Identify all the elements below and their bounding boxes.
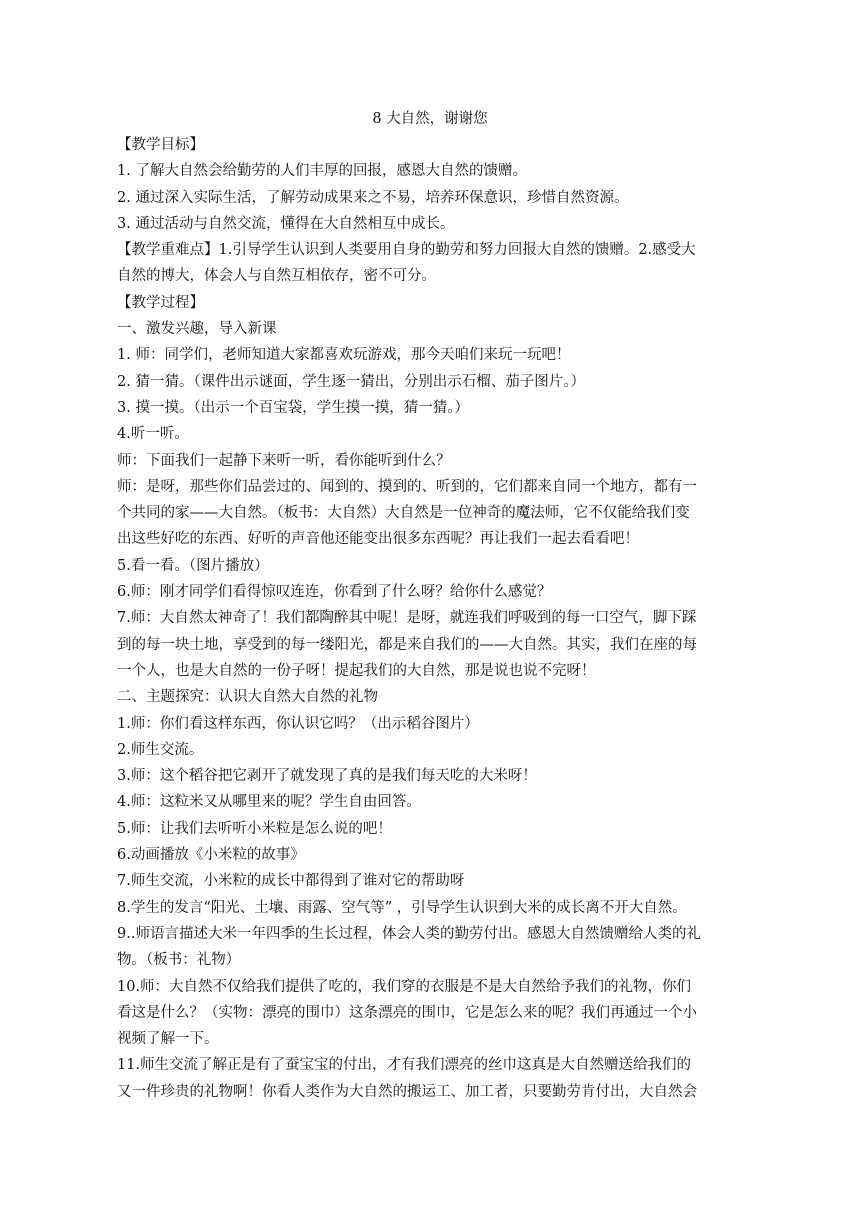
objective-2: 2. 通过深入实际生活，了解劳动成果来之不易，培养环保意识，珍惜自然资源。 bbox=[117, 189, 629, 206]
paragraph-line: 7.师：大自然太神奇了！我们都陶醉其中呢！是呀，就连我们呼吸到的每一口空气，脚下踩 bbox=[117, 610, 697, 627]
objective-3: 3. 通过活动与自然交流，懂得在大自然相互中成长。 bbox=[117, 215, 455, 232]
paragraph-line: 5.看一看。（图片播放） bbox=[117, 557, 269, 574]
paragraph-line: 11.师生交流了解正是有了蚕宝宝的付出，才有我们漂亮的丝巾这真是大自然赠送给我们的 bbox=[117, 1057, 692, 1074]
document-page bbox=[117, 106, 743, 1105]
section-heading-objectives: 【教学目标】 bbox=[117, 137, 204, 153]
document-title: 8 大自然，谢谢您 bbox=[372, 111, 488, 127]
part-one-heading: 一、激发兴趣，导入新课 bbox=[117, 321, 277, 338]
paragraph-line: 6.动画播放《小米粒的故事》 bbox=[117, 847, 305, 864]
paragraph-line: 2. 猜一猜。（课件出示谜面，学生逐一猜出，分别出示石榴、茄子图片。） bbox=[117, 373, 585, 390]
paragraph-line: 1.师：你们看这样东西，你认识它吗？（出示稻谷图片） bbox=[117, 715, 479, 732]
paragraph-line: 视频了解一下。 bbox=[117, 1031, 219, 1048]
key-points-line-2: 自然的博大，体会人与自然互相依存，密不可分。 bbox=[117, 268, 436, 285]
paragraph-line: 7.师生交流，小米粒的成长中都得到了谁对它的帮助呀 bbox=[117, 873, 465, 890]
paragraph-line: 1. 师：同学们，老师知道大家都喜欢玩游戏，那今天咱们来玩一玩吧！ bbox=[117, 347, 571, 364]
objective-1: 1. 了解大自然会给勤劳的人们丰厚的回报，感恩大自然的馈赠。 bbox=[117, 163, 527, 180]
key-points-line-1: 【教学重难点】1.引导学生认识到人类要用自身的勤劳和努力回报大自然的馈赠。2.感受大 bbox=[117, 242, 696, 259]
paragraph-line: 到的每一块土地，享受到的每一缕阳光，都是来自我们的——大自然。其实，我们在座的每 bbox=[117, 636, 697, 653]
paragraph-line: 出这些好吃的东西、好听的声音他还能变出很多东西呢？再让我们一起去看看吧！ bbox=[117, 531, 639, 548]
paragraph-line: 9..师语言描述大米一年四季的生长过程，体会人类的勤劳付出。感恩大自然馈赠给人类的礼 bbox=[117, 925, 701, 942]
paragraph-line: 物。（板书：礼物） bbox=[117, 952, 241, 969]
paragraph-line: 5.师：让我们去听听小米粒是怎么说的吧！ bbox=[117, 820, 392, 837]
paragraph-line: 个共同的家——大自然。（板书：大自然）大自然是一位神奇的魔法师，它不仅能给我们变 bbox=[117, 505, 690, 522]
paragraph-line: 8.学生的发言“阳光、土壤、雨露、空气等” ，引导学生认识到大米的成长离不开大自然。 bbox=[117, 899, 687, 916]
paragraph-line: 4.听一听。 bbox=[117, 426, 189, 443]
part-two-heading: 二、主题探究：认识大自然大自然的礼物 bbox=[117, 689, 378, 706]
paragraph-line: 师：是呀，那些你们品尝过的、闻到的、摸到的、听到的，它们都来自同一个地方，都有一 bbox=[117, 478, 697, 495]
paragraph-line: 看这是什么？（实物：漂亮的围巾）这条漂亮的围巾，它是怎么来的呢？我们再通过一个小 bbox=[117, 1004, 697, 1021]
paragraph-line: 又一件珍贵的礼物啊！你看人类作为大自然的搬运工、加工者，只要勤劳肯付出，大自然会 bbox=[117, 1083, 697, 1100]
paragraph-line: 3. 摸一摸。（出示一个百宝袋，学生摸一摸，猜一猜。） bbox=[117, 399, 469, 416]
paragraph-line: 4.师：这粒米又从哪里来的呢？学生自由回答。 bbox=[117, 794, 421, 811]
paragraph-line: 10.师：大自然不仅给我们提供了吃的，我们穿的衣服是不是大自然给予我们的礼物，你们 bbox=[117, 978, 692, 995]
paragraph-line: 3.师：这个稻谷把它剥开了就发现了真的是我们每天吃的大米呀！ bbox=[117, 768, 537, 785]
paragraph-line: 6.师：刚才同学们看得惊叹连连，你看到了什么呀？给你什么感觉？ bbox=[117, 584, 552, 601]
document-body bbox=[117, 132, 743, 1105]
paragraph-line: 师：下面我们一起静下来听一听，看你能听到什么？ bbox=[117, 452, 451, 469]
paragraph-line: 一个人，也是大自然的一份子呀！提起我们的大自然，那是说也说不完呀！ bbox=[117, 662, 596, 679]
section-heading-process: 【教学过程】 bbox=[117, 294, 204, 311]
paragraph-line: 2.师生交流。 bbox=[117, 741, 204, 758]
